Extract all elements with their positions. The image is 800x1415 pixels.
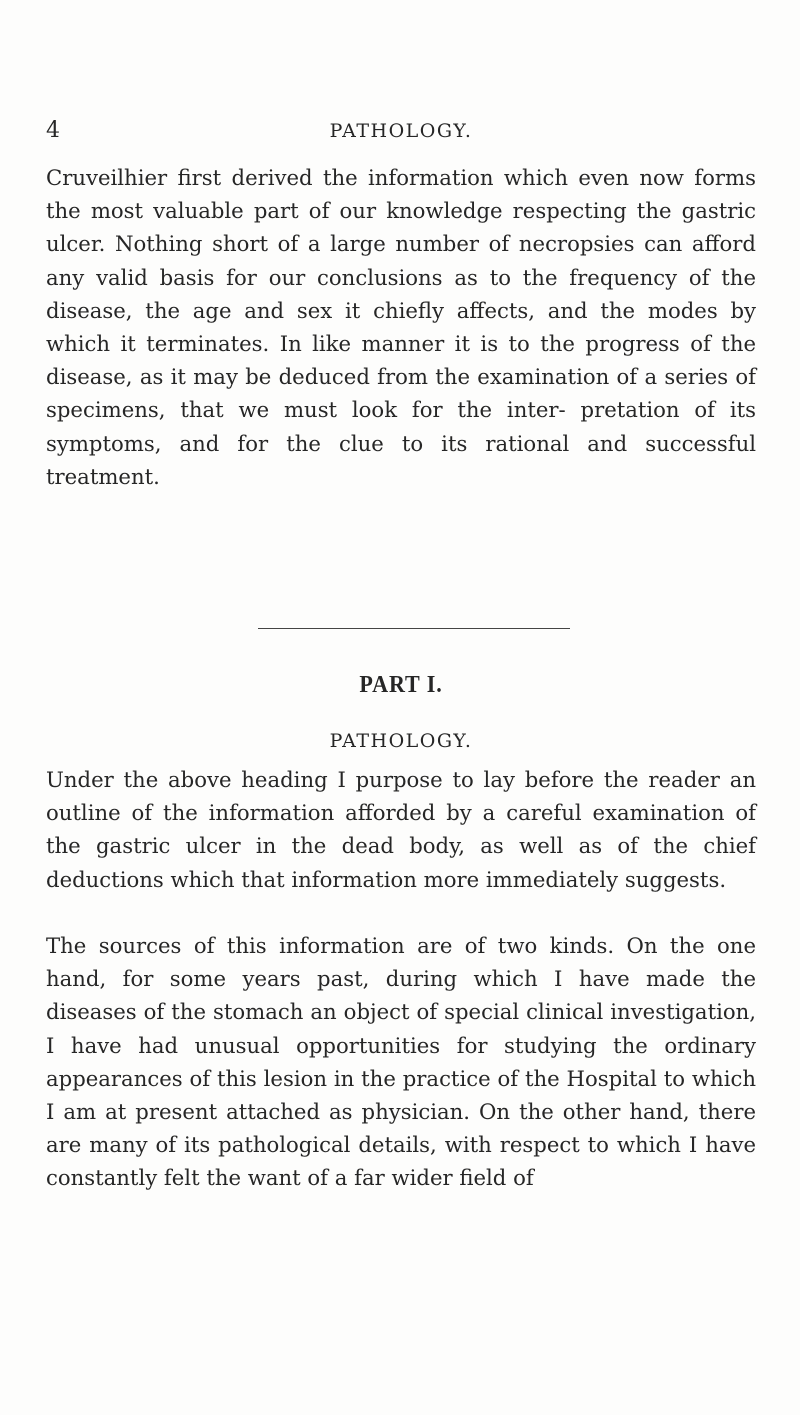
paragraph-sources: The sources of this information are of two kinds. On the one hand, for some years past, during which I have made the diseases of the stomach an object of special clinical investigation, I have had unusual opportunities for studying the ordinary appearances of this lesion in the practice of the Hospital to which I am at present attached as physician. On the other hand, there are many of its pathological details, with respect to which I have constantly felt the want of a far wider field of: [46, 933, 756, 1191]
running-head: [46, 118, 756, 152]
paragraph-intro: Cruveilhier first derived the information which even now forms the most valuable part of our knowledge respecting the gastric ulcer. Nothing short of a large number of necropsies can afford any valid basis for our conclusions as to the frequency of the disease, the age and sex it chiefly affects, and the modes by which it terminates. In like manner it is to the progress of the disease, as it may be deduced from the examination of a series of specimens, that we must look for the inter- pretation of its symptoms, and for the clue to its rational and successful treatment.: [46, 165, 756, 489]
part-heading: PART I.: [359, 672, 443, 698]
part-subheading: PATHOLOGY.: [329, 730, 473, 752]
running-title: PATHOLOGY.: [329, 120, 473, 142]
page-number: 4: [46, 118, 60, 143]
paragraph-heading-intro: Under the above heading I purpose to lay before the reader an outline of the information afforded by a careful examination of the gastric ulcer in the dead body, as well as of the chief deductions which that information more immediately suggests.: [46, 767, 756, 892]
book-page: [46, 0, 756, 1415]
section-divider: [258, 628, 570, 629]
